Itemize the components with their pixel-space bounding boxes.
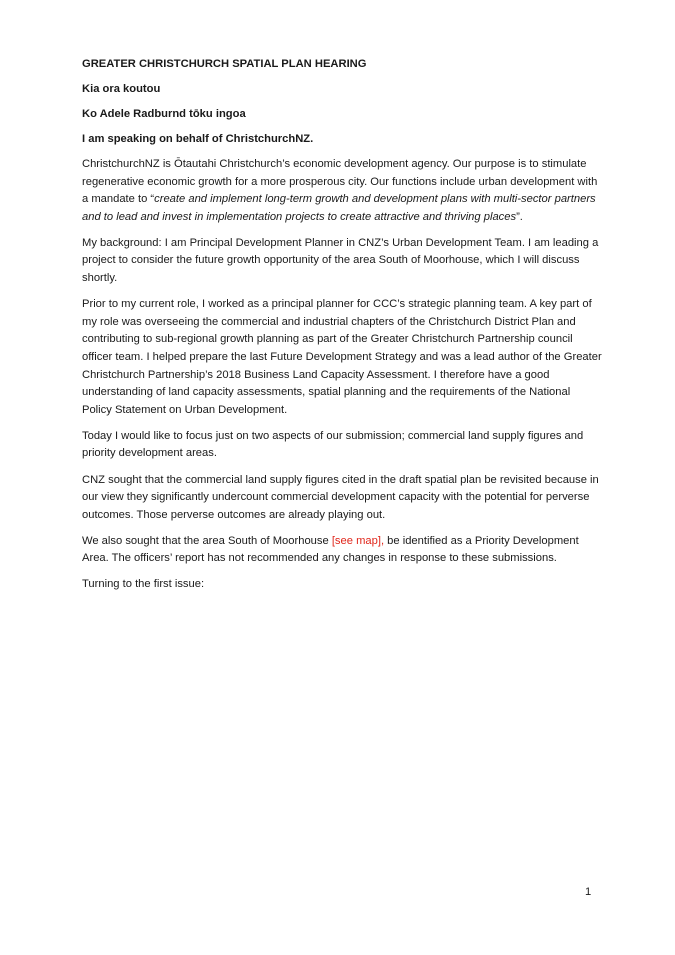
paragraph-organisation-end: ”. [516,210,523,223]
speaking-on-behalf: I am speaking on behalf of ChristchurchNZ. [82,133,314,145]
greeting: Kia ora koutou [82,83,161,95]
mandate-quote: create and implement long-term growth and development plans with multi-sector partners and to lead and invest in implementation projects to create attractive and thriving places [82,193,596,223]
paragraph-organisation [82,156,602,226]
document-title: GREATER CHRISTCHURCH SPATIAL PLAN HEARING [82,58,367,70]
paragraph-focus: Today I would like to focus just on two aspects of our submission; commercial land supply figures and priority development areas. [82,429,584,460]
paragraph-prior-role: Prior to my current role, I worked as a principal planner for CCC’s strategic planning team. A key part of my role was overseeing the commercial and industrial chapters of the Christchurch District Plan and contributing to sub-regional growth planning as part of the Greater Christchurch Partnership council officer team. I helped prepare the last Future Development Strategy and was a lead author of the Greater Christchurch Partnership’s 2018 Business Land Capacity Assessment. I therefore have a good understanding of land capacity assessments, spatial planning and the requirements of the National Policy Statement on Urban Development. [82,298,602,416]
see-map-reference: [see map], [331,534,385,547]
paragraph-organisation-text: ChristchurchNZ is Ōtautahi Christchurch’s economic development agency. Our purpose is to stimulate regenerative economic growth for a more prosperous city. Our functions include urban development with a mandate to “ [82,158,598,206]
paragraph-priority-area-end: be identified as a Priority Development Area. The officers’ report has not recommended any changes in response to these submissions. [82,534,579,565]
paragraph-priority-area [82,533,602,568]
paragraph-background: My background: I am Principal Development Planner in CNZ’s Urban Development Team. I am leading a project to consider the future growth opportunity of the area South of Moorhouse, which I will discuss shortly. [82,236,599,285]
paragraph-first-issue: Turning to the first issue: [82,578,205,591]
speaker-introduction: Ko Adele Radburnd tōku ingoa [82,108,246,120]
paragraph-commercial-land: CNZ sought that the commercial land supply figures cited in the draft spatial plan be revisited because in our view they significantly undercount commercial development capacity with the potential for perverse outcomes. Those perverse outcomes are already playing out. [82,473,599,521]
page-number: 1 [585,886,592,898]
document-page [82,56,602,603]
paragraph-priority-area-text: We also sought that the area South of Moorhouse [82,534,332,547]
